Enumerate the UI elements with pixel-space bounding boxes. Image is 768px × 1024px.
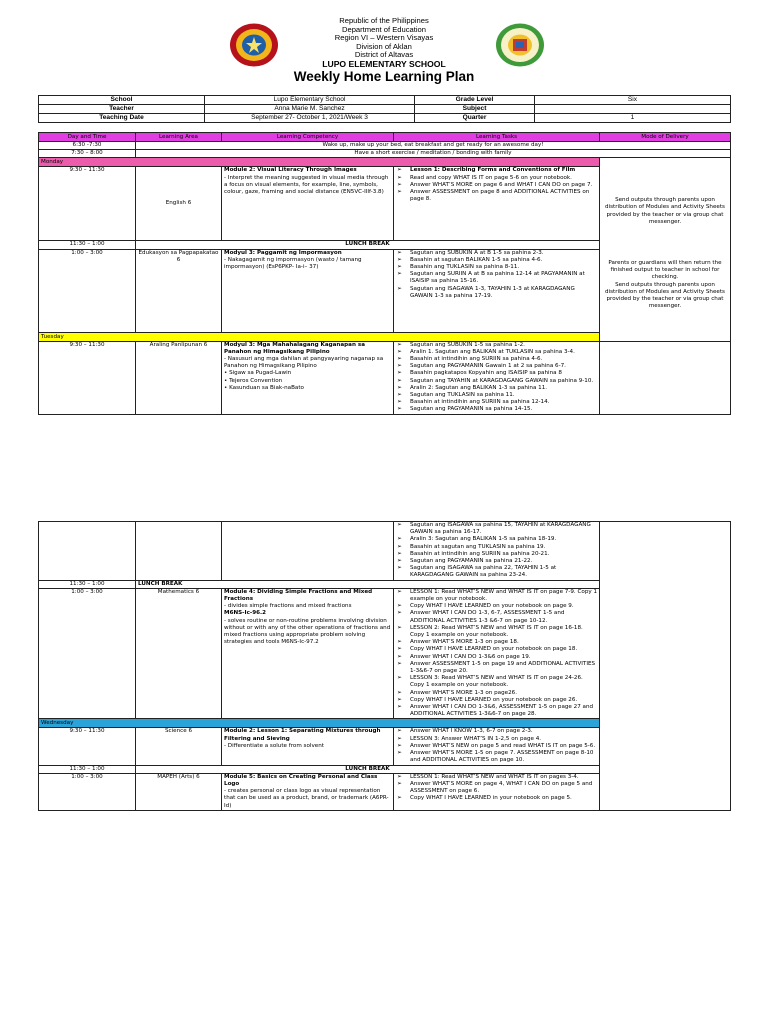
- task-item: ➢ Answer ASSESSMENT 1-5 on page 19 and ADDITIONAL ACTIVITIES 1-3&6-7 on page 20.: [410, 661, 597, 675]
- competency-body: - Nasusuri ang mga dahilan at pangyayaring naganap sa Panahon ng Himagsikang Pilipino: [224, 356, 384, 370]
- info-date-value: September 27- October 1, 2021/Week 3: [205, 114, 415, 123]
- col-learning-area: Learning Area: [136, 133, 222, 142]
- task-item: ➢ Basahin at intindihin ang SURIIN sa pahina 12-14.: [410, 399, 597, 406]
- header-school-name: LUPO ELEMENTARY SCHOOL: [322, 58, 446, 69]
- column-header-row: [39, 133, 731, 142]
- tasks-cell: [394, 773, 600, 810]
- task-item: ➢ Basahin at sagutan ang TUKLASIN sa pahina 19.: [410, 544, 597, 551]
- info-teacher-value: Anna Marie M. Sanchez: [205, 105, 415, 114]
- competency-title: Module 2: Lesson 1: Separating Mixtures through Filtering and Sieving: [224, 728, 381, 742]
- task-item: ➢ Read and copy WHAT IS IT on page 5-6 on your notebook.: [410, 175, 597, 182]
- lunch-label: LUNCH BREAK: [136, 580, 600, 588]
- info-grade-label: Grade Level: [415, 96, 535, 105]
- info-subject-label: Subject: [415, 105, 535, 114]
- task-item: ➢ Sagutan ang PAGYAMANIN sa pahina 14-15.: [410, 406, 597, 413]
- delivery-text-1: Send outputs through parents upon distribution of Modules and Activity Sheets provided by the teacher or via group chat messenger.: [605, 197, 725, 225]
- info-school-value: Lupo Elementary School: [205, 96, 415, 105]
- tasks-cell: [394, 249, 600, 332]
- info-quarter-value: 1: [535, 114, 731, 123]
- competency-title: Module 2: Visual Literacy Through Images: [224, 167, 357, 174]
- task-item: ➢ Sagutan ang ISAGAWA 1-3, TAYAHIN 1-3 at KARAGDAGANG GAWAIN 1-3 sa pahina 17-19.: [410, 286, 597, 300]
- learning-area-cell: Science 6: [136, 728, 222, 765]
- task-item: ➢ Sagutan ang TUKLASIN sa pahina 11.: [410, 392, 597, 399]
- info-teacher-label: Teacher: [39, 105, 205, 114]
- day-label: Tuesday: [39, 332, 600, 341]
- lunch-time: 11:30 – 1:00: [39, 580, 136, 588]
- task-item: ➢ Basahin at sagutan BALIKAN 1-5 sa pahina 4-6.: [410, 257, 597, 264]
- learning-area-cell: Edukasyon sa Pagpapakatao 6: [136, 249, 222, 332]
- tasks-cell: [394, 522, 600, 581]
- task-item: ➢ Lesson 1: Describing Forms and Conventions of Film: [410, 167, 597, 174]
- routine-row: [39, 142, 731, 150]
- competency-cell: [222, 167, 394, 241]
- competency-cell: [222, 728, 394, 765]
- task-item: ➢ LESSON 3: Read WHAT’S NEW and WHAT IS IT on page 24-26. Copy 1 example on your notebook.: [410, 675, 597, 689]
- competency-item: • Sigaw sa Pugad-Lawin: [224, 370, 292, 377]
- task-item: ➢ Copy WHAT I HAVE LEARNED on your notebook on page 26.: [410, 697, 597, 704]
- time-cell: 1:00 – 3:00: [39, 773, 136, 810]
- competency-item: • Tejeros Convention: [224, 377, 283, 384]
- time-cell: 9:30 – 11:30: [39, 341, 136, 414]
- task-item: ➢ Aralin 2: Sagutan ang BALIKAN 1-3 sa pahina 11.: [410, 385, 597, 392]
- time-cell: 9:30 – 11:30: [39, 167, 136, 241]
- learning-area-cell: MAPEH (Arts) 6: [136, 773, 222, 810]
- task-item: ➢ Sagutan ang SURIIN A at B sa pahina 12-14 at PAGYAMANIN at ISAISIP sa pahina 15-16.: [410, 271, 597, 285]
- task-item: ➢ Answer WHAT’S MORE 1-5 on page 7. ASSESSMENT on page 8-10 and ADDITIONAL ACTIVITIES on page 10.: [410, 750, 597, 764]
- task-item: ➢ Answer WHAT’S MORE 1-3 on page 18.: [410, 639, 597, 646]
- competency-item: • Kasunduan sa Biak-naBato: [224, 384, 304, 391]
- subject-row-english: [39, 167, 731, 241]
- task-item: ➢ Copy WHAT I HAVE LEARNED on your notebook on page 9.: [410, 603, 597, 610]
- competency-body: - Nakagagamit ng impormasyon (wasto / tamang impormasyon) (EsP6PKP- Ia-i– 37): [224, 256, 362, 271]
- task-item: ➢ Answer ASSESSMENT on page 8 and ADDITIONAL ACTIVITIES on page 8.: [410, 189, 597, 203]
- task-item: ➢ Sagutan ang ISAGAWA sa pahina 15, TAYAHIN at KARAGDAGANG GAWAIN sa pahina 16-17.: [410, 522, 597, 536]
- day-row-monday: [39, 158, 731, 167]
- task-item: ➢ Answer WHAT I CAN DO 1-3&6 on page 19.: [410, 654, 597, 661]
- task-item: ➢ Basahin pagkatapos Kopyahin ang ISAISIP sa pahina 8: [410, 370, 597, 377]
- col-learning-tasks: Learning Tasks: [394, 133, 600, 142]
- col-day-time: Day and Time: [39, 133, 136, 142]
- lunch-label: LUNCH BREAK: [136, 241, 600, 249]
- routine-row: [39, 150, 731, 158]
- task-item: ➢ Sagutan ang SUBUKIN A at B 1-5 sa pahina 2-3.: [410, 250, 597, 257]
- delivery-text-2: Parents or guardians will then return the finished output to teacher in school for checking.: [608, 259, 722, 281]
- competency-body: - Differentiate a solute from solvent: [224, 742, 324, 749]
- competency-title: Module 5: Basics on Creating Personal and Class Logo: [224, 773, 378, 787]
- task-item: ➢ LESSON 2: Read WHAT’S NEW and WHAT IS IT on page 16-18. Copy 1 example on your notebook.: [410, 625, 597, 639]
- lunch-time: 11:30 – 1:00: [39, 765, 136, 773]
- routine-time: 6:30 -7:30: [39, 142, 136, 150]
- competency-cell: [222, 588, 394, 719]
- header-region: Region VI – Western Visayas: [334, 33, 434, 43]
- learning-area-cell: Mathematics 6: [136, 588, 222, 719]
- day-label: Wednesday: [39, 719, 600, 728]
- task-item: ➢ Sagutan ang PAGYAMANIN sa pahina 21-22.: [410, 558, 597, 565]
- col-learning-competency: Learning Competency: [222, 133, 394, 142]
- task-item: ➢ Basahin ang TUKLASIN sa pahina 8-11.: [410, 264, 597, 271]
- task-item: ➢ Answer WHAT’S MORE 1-3 on page26.: [410, 690, 597, 697]
- task-item: ➢ Answer WHAT’S NEW on page 5 and read WHAT IS IT on page 5-6.: [410, 743, 597, 750]
- subject-row-ap: [39, 341, 731, 414]
- task-item: ➢ Sagutan ang PAGYAMANIN Gawain 1 at 2 sa pahina 6-7.: [410, 363, 597, 370]
- lunch-time: 11:30 – 1:00: [39, 241, 136, 249]
- lunch-label: LUNCH BREAK: [136, 765, 600, 773]
- competency-title: Modyul 3: Mga Mahahalagang Kaganapan sa Panahon ng Himagsikang Pilipino: [224, 341, 365, 355]
- tasks-cell: [394, 341, 600, 414]
- page-title: Weekly Home Learning Plan: [293, 68, 475, 84]
- info-grade-value: Six: [535, 96, 731, 105]
- task-item: ➢ Aralin 1. Sagutan ang BALIKAN at TUKLASIN sa pahina 3-4.: [410, 349, 597, 356]
- header-department: Department of Education: [341, 24, 426, 34]
- competency-cell: [222, 773, 394, 810]
- delivery-text-3: Send outputs through parents upon distribution of Modules and Activity Sheets provided by the teacher or via group chat messenger.: [605, 281, 725, 310]
- competency-title: Module 4: Dividing Simple Fractions and Mixed Fractions: [224, 588, 373, 603]
- competency-line: - solves routine or non-routine problems involving division without or with any of the other operations of fractions and mixed fractions using appropriate problem solving strategies and tools M6NS-Ic-97.2: [224, 617, 391, 646]
- col-mode-delivery: Mode of Delivery: [600, 133, 731, 142]
- learning-area-cell: Araling Panlipunan 6: [136, 341, 222, 414]
- tasks-cell: [394, 588, 600, 719]
- task-item: ➢ Answer WHAT I KNOW 1-3, 6-7 on page 2-3.: [410, 728, 597, 735]
- time-cell: 1:00 – 3:00: [39, 588, 136, 719]
- header-district: District of Altavas: [354, 50, 414, 60]
- task-item: ➢ Copy WHAT I HAVE LEARNED in your notebook on page 5.: [410, 795, 597, 802]
- info-school-label: School: [39, 96, 205, 105]
- task-item: ➢ Answer WHAT I CAN DO 1-3&6, ASSESSMENT 1-5 on page 27 and ADDITIONAL ACTIVITIES 1-3&6-7 on page 28.: [410, 704, 597, 718]
- header-division: Division of Aklan: [356, 41, 412, 51]
- routine-text: Have a short exercise / meditation / bonding with family: [136, 150, 731, 158]
- task-item: ➢ LESSON 3: Answer WHAT’S IN 1-2,5 on page 4.: [410, 736, 597, 743]
- competency-body: - Interpret the meaning suggested in visual media through a focus on visual elements, for example, line, symbols, colour, gaze, framing and social distance (EN5VC-IIIf-3.8): [224, 174, 389, 196]
- task-item: ➢ Basahin at intindihin ang SURIIN sa pahina 4-6.: [410, 356, 597, 363]
- time-cell: 1:00 – 3:00: [39, 249, 136, 332]
- time-cell: 9:30 – 11:30: [39, 728, 136, 765]
- info-subject-value: [535, 105, 731, 114]
- info-quarter-label: Quarter: [415, 114, 535, 123]
- plan-table-page-1: [38, 132, 731, 415]
- task-item: ➢ Sagutan ang ISAGAWA sa pahina 22, TAYAHIN 1-5 at KARAGDAGANG GAWAIN sa pahina 23-24.: [410, 565, 597, 579]
- task-item: ➢ Sagutan ang TAYAHIN at KARAGDAGANG GAWAIN sa pahina 9-10.: [410, 378, 597, 385]
- routine-time: 7:30 – 8:00: [39, 150, 136, 158]
- subject-row-ap-continued: [39, 522, 731, 581]
- competency-cell: [222, 341, 394, 414]
- routine-text: Wake up, make up your bed, eat breakfast and get ready for an awesome day!: [136, 142, 731, 150]
- task-item: ➢ Answer WHAT I CAN DO 1-3, 6-7, ASSESSMENT 1-5 and ADDITIONAL ACTIVITIES 1-3 &6-7 on page 10-12.: [410, 610, 597, 624]
- plan-table-page-2: [38, 521, 731, 811]
- competency-body: - creates personal or class logo as visual representation that can be used as a product, brand, or trademark (A6PR-Id): [224, 788, 389, 809]
- tasks-cell: [394, 728, 600, 765]
- competency-title: Modyul 3: Paggamit ng Impormasyon: [224, 249, 342, 256]
- task-item: ➢ Copy WHAT I HAVE LEARNED on your notebook on page 18.: [410, 646, 597, 653]
- task-item: ➢ LESSON 1: Read WHAT’S NEW and WHAT IS IT on page 7-9. Copy 1 example on your notebook.: [410, 589, 597, 603]
- day-label: Monday: [39, 158, 600, 167]
- competency-line: - divides simple fractions and mixed fractions: [224, 603, 352, 610]
- delivery-cell: [600, 167, 731, 341]
- tasks-cell: [394, 167, 600, 241]
- info-date-label: Teaching Date: [39, 114, 205, 123]
- learning-area-cell: English 6: [136, 167, 222, 241]
- task-item: ➢ Answer WHAT’S MORE on page 4, WHAT I CAN DO on page 5 and ASSESSMENT on page 6.: [410, 781, 597, 795]
- header-republic: Republic of the Philippines: [339, 16, 429, 25]
- info-table: [38, 95, 731, 123]
- competency-code: M6NS-Ic-96.2: [224, 610, 267, 617]
- task-item: ➢ Basahin at intindihin ang SURIIN sa pahina 20-21.: [410, 551, 597, 558]
- task-item: ➢ Aralin 3: Sagutan ang BALIKAN 1-5 sa pahina 18-19.: [410, 536, 597, 543]
- task-item: ➢ Sagutan ang SUBUKIN 1-5 sa pahina 1-2.: [410, 342, 597, 349]
- task-item: ➢ Answer WHAT’S MORE on page 6 and WHAT I CAN DO on page 7.: [410, 182, 597, 189]
- competency-cell: [222, 249, 394, 332]
- task-item: ➢ LESSON 1: Read WHAT’S NEW and WHAT IS IT on pages 3-4.: [410, 774, 597, 781]
- document-header: [0, 0, 768, 92]
